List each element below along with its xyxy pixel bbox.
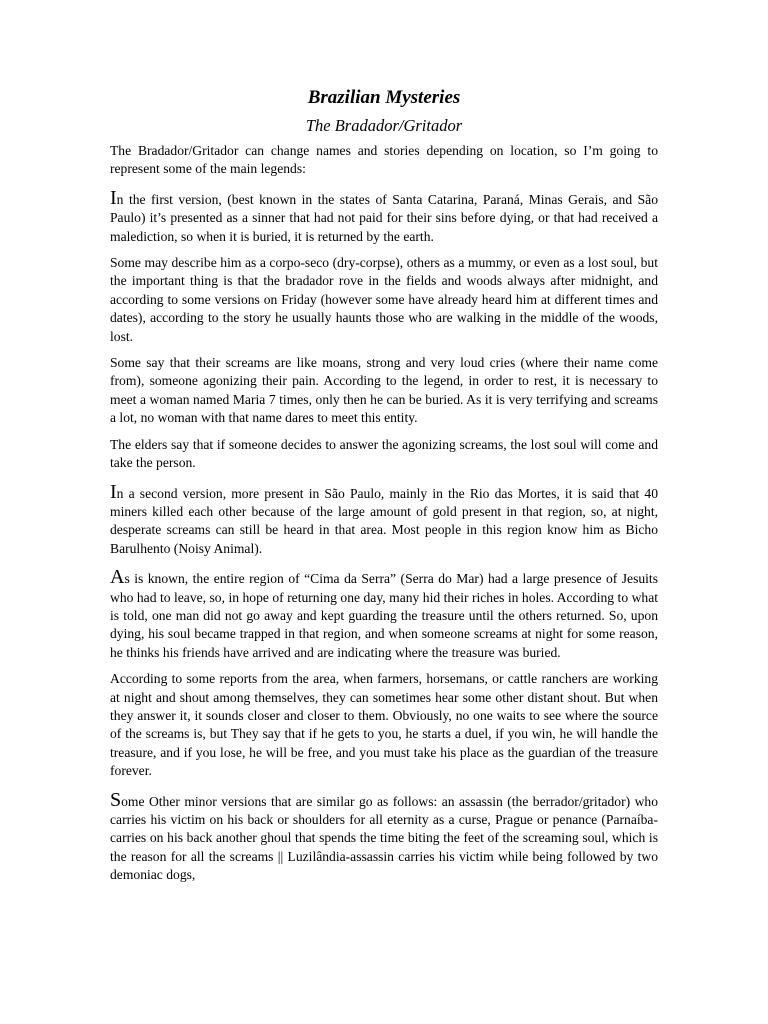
paragraph-text: n the first version, (best known in the states of Santa Catarina, Paraná, Minas Gerais, and São Paulo) it’s presented as a sinner that had not paid for their sins before dying, or that had received a malediction, so when it is buried, it is returned by the earth. — [110, 191, 658, 244]
paragraph-reports — [110, 670, 658, 780]
paragraph-text: s is known, the entire region of “Cima da Serra” (Serra do Mar) had a large presence of Jesuits who had to leave, so, in hope of returning one day, many hid their riches in holes. According to what is told, one man did not go away and kept guarding the treasure until the others returned. So, upon dying, his soul became trapped in that region, and when someone screams at night for some reason, he thinks his friends have arrived and are indicating where the treasure was buried. — [110, 571, 658, 660]
drop-cap-initial: I — [110, 186, 117, 209]
drop-cap-initial: I — [110, 480, 117, 503]
paragraph-corpo-seco — [110, 254, 658, 346]
paragraph-text: Some may describe him as a corpo-seco (dry-corpse), others as a mummy, or even as a lost soul, but the important thing is that the bradador rove in the fields and woods always after midnight, and according to some versions on Friday (however some have already heard him at different times and dates), according to the story he usually haunts those who are walking in the middle of the woods, lost. — [110, 255, 658, 344]
paragraph-text: Some say that their screams are like moans, strong and very loud cries (where their name come from), someone agonizing their pain. According to the legend, in order to rest, it is necessary to meet a woman named Maria 7 times, only then he can be buried. As it is very terrifying and screams a lot, no woman with that name dares to meet this entity. — [110, 355, 658, 426]
paragraph-text: The elders say that if someone decides to answer the agonizing screams, the lost soul will come and take the person. — [110, 436, 658, 471]
drop-cap-initial: S — [110, 788, 122, 811]
paragraph-first-version — [110, 186, 658, 246]
paragraph-text: According to some reports from the area, when farmers, horsemans, or cattle ranchers are working at night and shout among themselves, they can sometimes hear some other distant shout. But when they answer it, it sounds closer and closer to them. Obviously, no one waits to see where the source of the screams is, but They say that if he gets to you, he starts a duel, if you win, he will handle the treasure, and if you lose, he will be free, and you must take his place as the guardian of the treasure forever. — [110, 671, 658, 779]
drop-cap-initial: A — [110, 566, 125, 589]
paragraph-text: ome Other minor versions that are similar go as follows: an assassin (the berrador/gritador) who carries his victim on his back or shoulders for all eternity as a curse, Prague or penance (Parnaíba-carries on his back another ghoul that spends the time biting the feet of the screaming soul, which is the reason for all the screams || Luzilândia-assassin carries his victim while being followed by two demoniac dogs, — [110, 793, 658, 883]
paragraph-cima-da-serra — [110, 566, 658, 662]
paragraph-text: n a second version, more present in São Paulo, mainly in the Rio das Mortes, it is said that 40 miners killed each other because of the large amount of gold present in that region, so, at night, desperate screams can still be heard in that area. Most people in this region know him as Bicho Barulhento (Noisy Animal). — [110, 485, 658, 556]
paragraph-screams — [110, 354, 658, 428]
document-subtitle: The Bradador/Gritador — [305, 116, 463, 135]
document-page — [110, 84, 658, 893]
paragraph-text: The Bradador/Gritador can change names and stories depending on location, so I’m going to represent some of the main legends: — [110, 143, 658, 177]
paragraph-minor-versions — [110, 788, 658, 885]
paragraph-second-version — [110, 480, 658, 559]
document-title: Brazilian Mysteries — [307, 87, 461, 108]
paragraph-intro — [110, 142, 658, 179]
paragraph-elders — [110, 436, 658, 473]
